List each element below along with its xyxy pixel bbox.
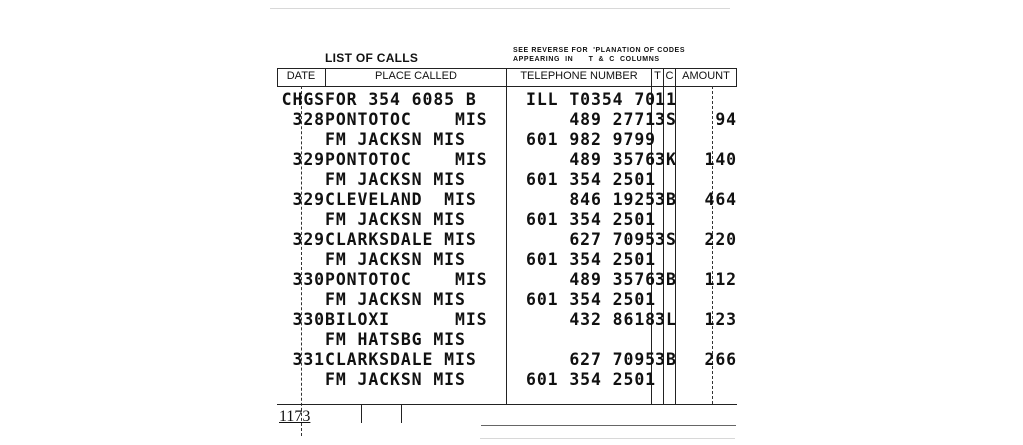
form-footer <box>277 404 737 429</box>
call-place: FOR 354 6085 B <box>325 90 477 109</box>
call-place: PONTOTOC MIS <box>325 110 488 129</box>
call-place: FM JACKSN MIS <box>325 290 466 309</box>
codes-note <box>513 46 685 64</box>
call-amount: 123 <box>704 310 737 329</box>
call-tel: 601 354 2501 <box>525 210 656 229</box>
call-row <box>279 330 739 350</box>
call-row <box>279 270 739 290</box>
call-row <box>279 310 739 330</box>
call-t: 3 <box>655 350 666 369</box>
call-amount: 140 <box>704 150 737 169</box>
call-c: B <box>666 350 677 369</box>
scan-edge-bottom <box>480 438 735 439</box>
col-head-amount: AMOUNT <box>682 70 730 82</box>
call-tel: 489 2771 <box>569 110 656 129</box>
call-tel: 627 7095 <box>569 230 656 249</box>
call-row <box>279 90 739 110</box>
col-head-c: C <box>665 70 674 82</box>
call-tel: 601 354 2501 <box>525 250 656 269</box>
call-t: 3 <box>655 110 666 129</box>
call-tel: 489 3576 <box>569 150 656 169</box>
call-c: B <box>666 190 677 209</box>
col-head-telephone: TELEPHONE NUMBER <box>520 70 638 82</box>
call-date: 328 <box>292 110 325 129</box>
codes-note-line-2: APPEARING IN T & C COLUMNS <box>513 56 660 63</box>
call-row <box>279 210 739 230</box>
call-row <box>279 250 739 270</box>
col-head-t: T <box>654 70 661 82</box>
call-row <box>279 230 739 250</box>
call-c: S <box>666 230 677 249</box>
call-place: FM JACKSN MIS <box>325 370 466 389</box>
call-row <box>279 150 739 170</box>
call-amount: 266 <box>704 350 737 369</box>
call-place: CLARKSDALE MIS <box>325 230 477 249</box>
call-tel: 601 354 2501 <box>525 170 656 189</box>
call-place: FM JACKSN MIS <box>325 250 466 269</box>
call-place: FM JACKSN MIS <box>325 130 466 149</box>
call-tel: 601 354 2501 <box>525 370 656 389</box>
call-date: CHGS <box>281 90 325 109</box>
call-amount: 464 <box>704 190 737 209</box>
call-row <box>279 370 739 390</box>
call-tel: 601 354 2501 <box>525 290 656 309</box>
rule-left <box>277 68 278 86</box>
call-amount: 112 <box>704 270 737 289</box>
call-row <box>279 110 739 130</box>
footer-box-2 <box>361 405 402 423</box>
call-date: 330 <box>292 310 325 329</box>
call-amount: 94 <box>715 110 737 129</box>
col-head-date: DATE <box>286 70 316 82</box>
col-head-place: PLACE CALLED <box>375 70 457 82</box>
call-t: 1 <box>655 90 666 109</box>
call-date: 331 <box>292 350 325 369</box>
call-date: 330 <box>292 270 325 289</box>
call-tel: 601 982 9799 <box>525 130 656 149</box>
call-place: PONTOTOC MIS <box>325 270 488 289</box>
call-t: 3 <box>655 270 666 289</box>
call-row <box>279 130 739 150</box>
call-c: K <box>666 150 677 169</box>
call-c: L <box>666 310 677 329</box>
call-tel: 489 3576 <box>569 270 656 289</box>
page-number: 1173 <box>279 408 311 425</box>
call-place: FM JACKSN MIS <box>325 210 466 229</box>
codes-note-line-1: SEE REVERSE FOR 'PLANATION OF CODES <box>513 47 686 54</box>
call-place: FM JACKSN MIS <box>325 170 466 189</box>
call-row <box>279 190 739 210</box>
scan-edge-top <box>270 8 730 9</box>
call-c: 1 <box>666 90 677 109</box>
call-amount: 220 <box>704 230 737 249</box>
call-place: FM HATSBG MIS <box>325 330 466 349</box>
call-tel: 846 1925 <box>569 190 656 209</box>
call-t: 3 <box>655 150 666 169</box>
rule-date-place <box>325 68 326 86</box>
call-row <box>279 170 739 190</box>
call-date: 329 <box>292 150 325 169</box>
call-place: CLEVELAND MIS <box>325 190 477 209</box>
call-t: 3 <box>655 190 666 209</box>
footer-underline <box>481 425 736 426</box>
call-tel: 432 8618 <box>569 310 656 329</box>
call-t: 3 <box>655 230 666 249</box>
call-place: BILOXI MIS <box>325 310 488 329</box>
call-tel: ILL T0354 70 <box>525 90 656 109</box>
footer-box-1 <box>323 405 362 423</box>
call-date: 329 <box>292 190 325 209</box>
call-t: 3 <box>655 310 666 329</box>
list-of-calls-form <box>277 44 737 434</box>
call-tel: 627 7095 <box>569 350 656 369</box>
call-row <box>279 350 739 370</box>
rule-right <box>736 68 737 86</box>
calls-list <box>279 90 739 390</box>
call-c: B <box>666 270 677 289</box>
call-row <box>279 290 739 310</box>
call-date: 329 <box>292 230 325 249</box>
call-place: PONTOTOC MIS <box>325 150 488 169</box>
call-place: CLARKSDALE MIS <box>325 350 477 369</box>
form-title: LIST OF CALLS <box>325 51 419 65</box>
call-c: S <box>666 110 677 129</box>
